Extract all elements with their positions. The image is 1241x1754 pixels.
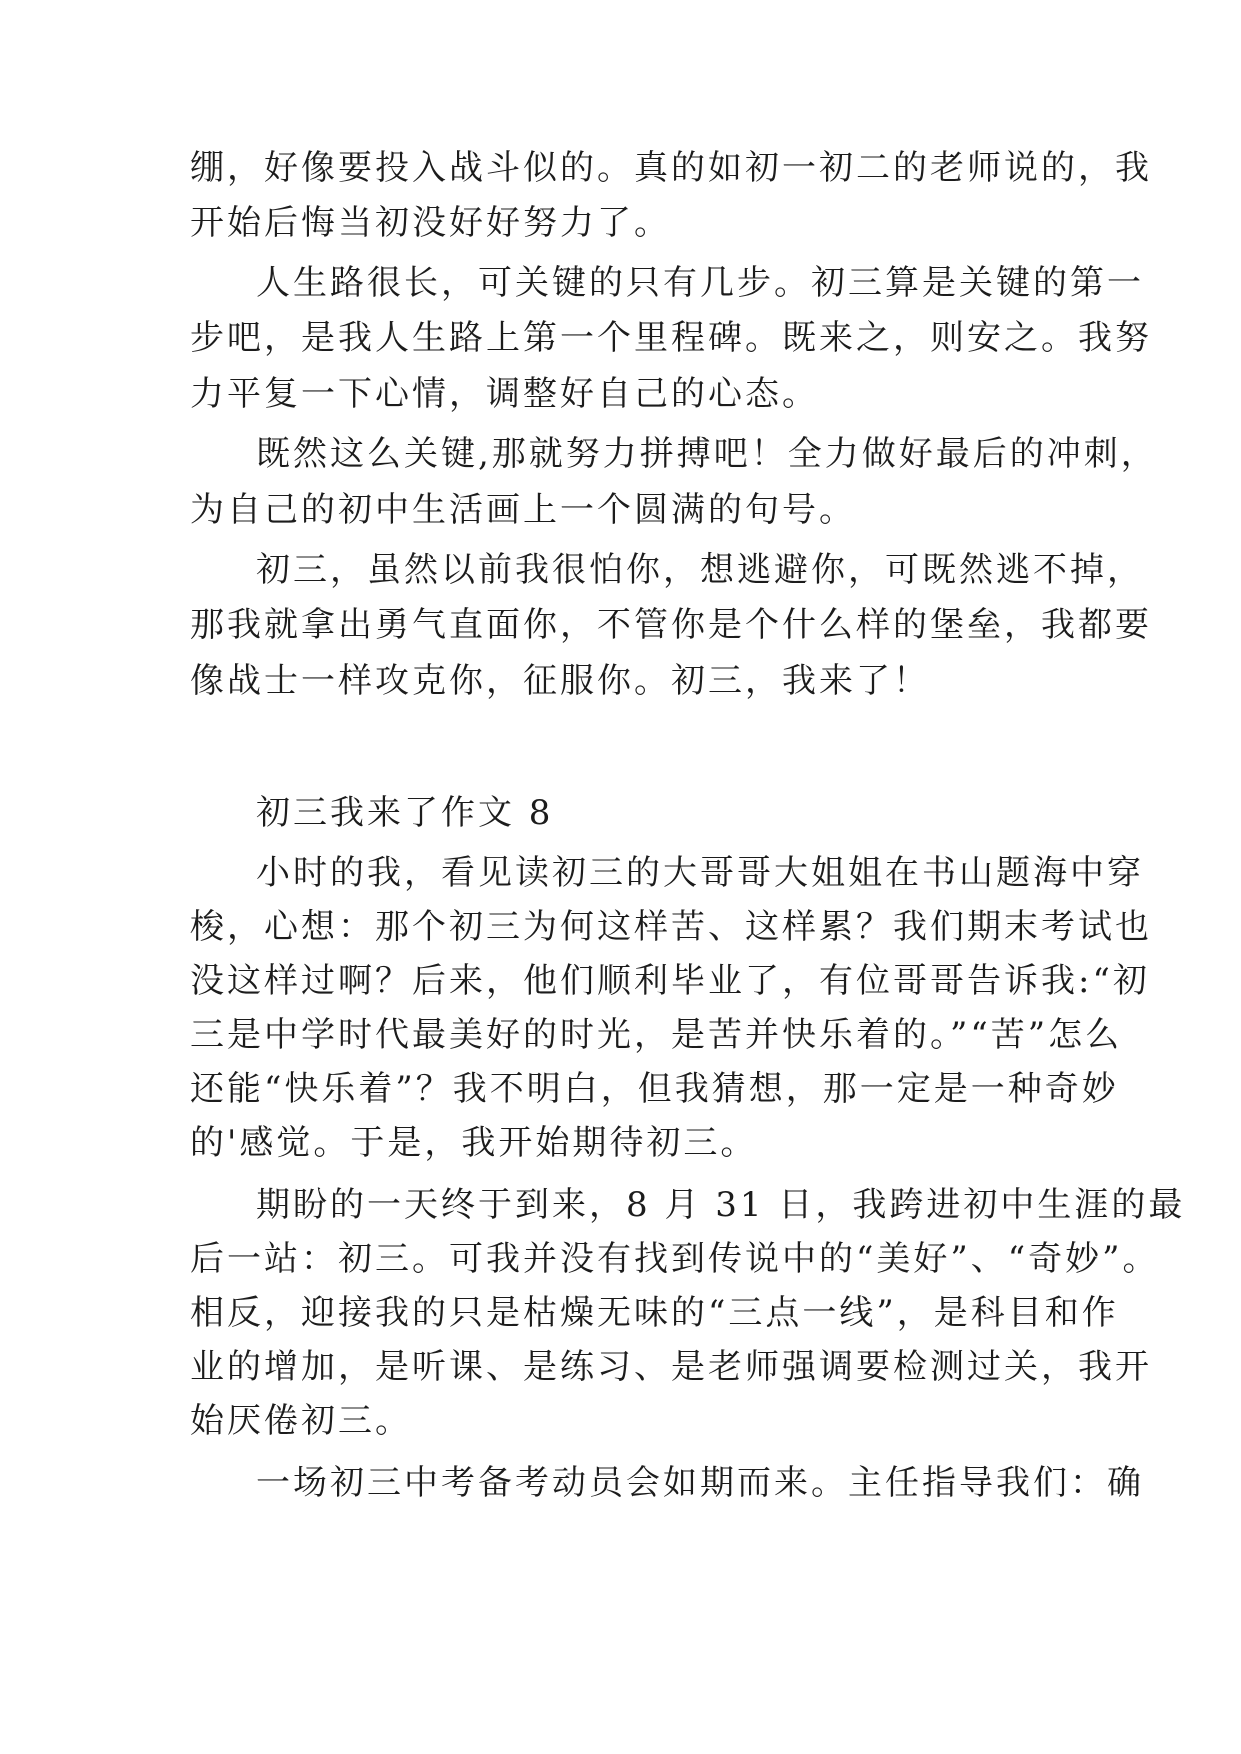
paragraph-line: 没这样过啊？后来，他们顺利毕业了，有位哥哥告诉我:“初 <box>190 961 1150 1001</box>
paragraph-line: 既然这么关键,那就努力拼搏吧！全力做好最后的冲刺， <box>256 434 1158 474</box>
paragraph-line: 一场初三中考备考动员会如期而来。主任指导我们：确 <box>256 1463 1144 1503</box>
paragraph-line: 的'感觉。于是，我开始期待初三。 <box>190 1123 758 1163</box>
paragraph-line: 相反，迎接我的只是枯燥无味的“三点一线”，是科目和作 <box>190 1293 1119 1333</box>
paragraph-line: 小时的我，看见读初三的大哥哥大姐姐在书山题海中穿 <box>256 853 1144 893</box>
essay-title: 初三我来了作文 8 <box>256 793 554 833</box>
paragraph-line: 步吧，是我人生路上第一个里程碑。既来之，则安之。我努 <box>190 318 1152 358</box>
paragraph-line: 业的增加，是听课、是练习、是老师强调要检测过关，我开 <box>190 1347 1152 1387</box>
paragraph-line: 绷，好像要投入战斗似的。真的如初一初二的老师说的，我 <box>190 148 1152 188</box>
paragraph-line: 开始后悔当初没好好努力了。 <box>190 203 671 243</box>
paragraph-line: 人生路很长，可关键的只有几步。初三算是关键的第一 <box>256 263 1144 303</box>
paragraph-line: 三是中学时代最美好的时光，是苦并快乐着的。”“苦”怎么 <box>190 1015 1123 1055</box>
paragraph-line: 为自己的初中生活画上一个圆满的句号。 <box>190 490 856 530</box>
paragraph-line: 力平复一下心情，调整好自己的心态。 <box>190 374 819 414</box>
paragraph-line: 后一站：初三。可我并没有找到传说中的“美好”、“奇妙”。 <box>190 1239 1160 1279</box>
paragraph-line: 像战士一样攻克你，征服你。初三，我来了！ <box>190 661 930 701</box>
paragraph-line: 还能“快乐着”？我不明白，但我猜想，那一定是一种奇妙 <box>190 1069 1119 1109</box>
paragraph-line: 梭，心想：那个初三为何这样苦、这样累？我们期末考试也 <box>190 907 1152 947</box>
paragraph-line: 期盼的一天终于到来，8 月 31 日，我跨进初中生涯的最 <box>256 1185 1186 1225</box>
paragraph-line: 那我就拿出勇气直面你，不管你是个什么样的堡垒，我都要 <box>190 605 1152 645</box>
paragraph-line: 始厌倦初三。 <box>190 1401 412 1441</box>
paragraph-line: 初三，虽然以前我很怕你，想逃避你，可既然逃不掉， <box>256 550 1144 590</box>
